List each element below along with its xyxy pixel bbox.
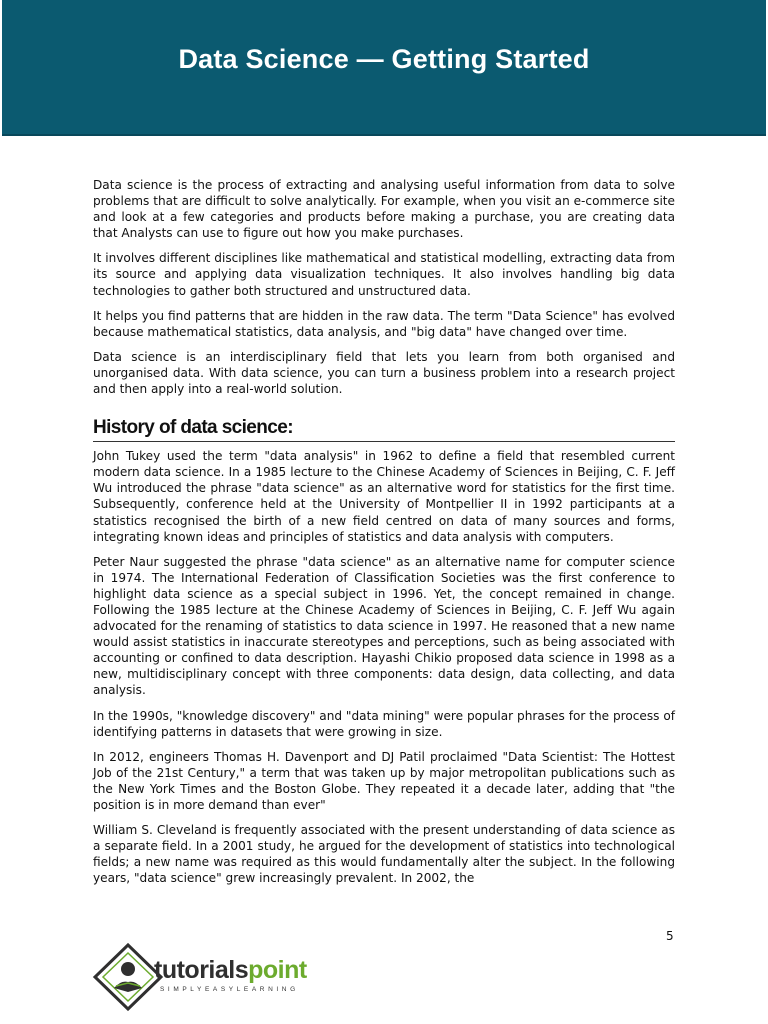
header-banner [2,0,766,136]
intro-paragraph: Data science is an interdisciplinary field that lets you learn from both organised and unorganised data. With data science, you can turn a business problem into a research project and then apply into a real-world solution. [93,349,675,397]
history-paragraph: William S. Cleveland is frequently associated with the present understanding of data science as a separate field. In a 2001 study, he argued for the development of statistics into technological fields; a new name was required as this would fundamentally alter the subject. In the following years, "data science" grew increasingly prevalent. In 2002, the [93,823,675,886]
logo-name-part2: point [248,956,307,984]
page-number: 5 [666,929,674,943]
page-title: Data Science — Getting Started [178,44,590,74]
history-paragraph: In 2012, engineers Thomas H. Davenport and DJ Patil proclaimed "Data Scientist: The Hottest Job of the 21st Century," a term that was taken up by major metropolitan publications such as the New York Times and the Boston Globe. They repeated it a decade later, adding that "the position is in more demand than ever" [93,749,675,812]
intro-paragraph: It involves different disciplines like mathematical and statistical modelling, extracting data from its source and applying data visualization techniques. It also involves handling big data technologies to gather both structured and unstructured data. [93,251,675,298]
logo-name-part1: tutorials [154,956,249,984]
history-paragraph: In the 1990s, "knowledge discovery" and "data mining" were popular phrases for the process of identifying patterns in datasets that were growing in size. [93,708,675,739]
tutorialspoint-logo [92,942,342,1012]
history-paragraph: Peter Naur suggested the phrase "data science" as an alternative name for computer science in 1974. The International Federation of Classification Societies was the first conference to highlight data science as a special subject in 1996. Yet, the concept remained in change. Following the 1985 lecture at the Chinese Academy of Sciences in Beijing, C. F. Jeff Wu again advocated for the renaming of statistics to data science in 1997. He reasoned that a new name would assist statistics in inaccurate stereotypes and perceptions, such as being associated with accounting or confined to data description. Hayashi Chikio proposed data science in 1998 as a new, multidisciplinary concept with three components: data design, data collecting, and data analysis. [93,554,675,698]
logo-wordmark [154,956,307,985]
logo-tagline: SIMPLYEASYLEARNING [160,986,299,993]
history-heading: History of data science: [93,417,675,442]
intro-paragraph: Data science is the process of extracting and analysing useful information from data to solve problems that are difficult to solve analytically. For example, when you visit an e-commerce site and look at a few categories and products before making a purchase, you are creating data that Analysts can use to figure out how you make purchases. [93,178,675,241]
history-paragraph: John Tukey used the term "data analysis" in 1962 to define a field that resembled current modern data science. In a 1985 lecture to the Chinese Academy of Sciences in Beijing, C. F. Jeff Wu introduced the phrase "data science" as an alternative word for statistics for the first time. Subsequently, conference held at the University of Montpellier II in 1992 participants at a statistics recognised the birth of a new field centred on data of many sources and forms, integrating known ideas and principles of statistics and data analysis with computers. [93,449,675,544]
intro-paragraph: It helps you find patterns that are hidden in the raw data. The term "Data Science" has evolved because mathematical statistics, data analysis, and "big data" have changed over time. [93,308,675,339]
document-body [93,177,675,895]
